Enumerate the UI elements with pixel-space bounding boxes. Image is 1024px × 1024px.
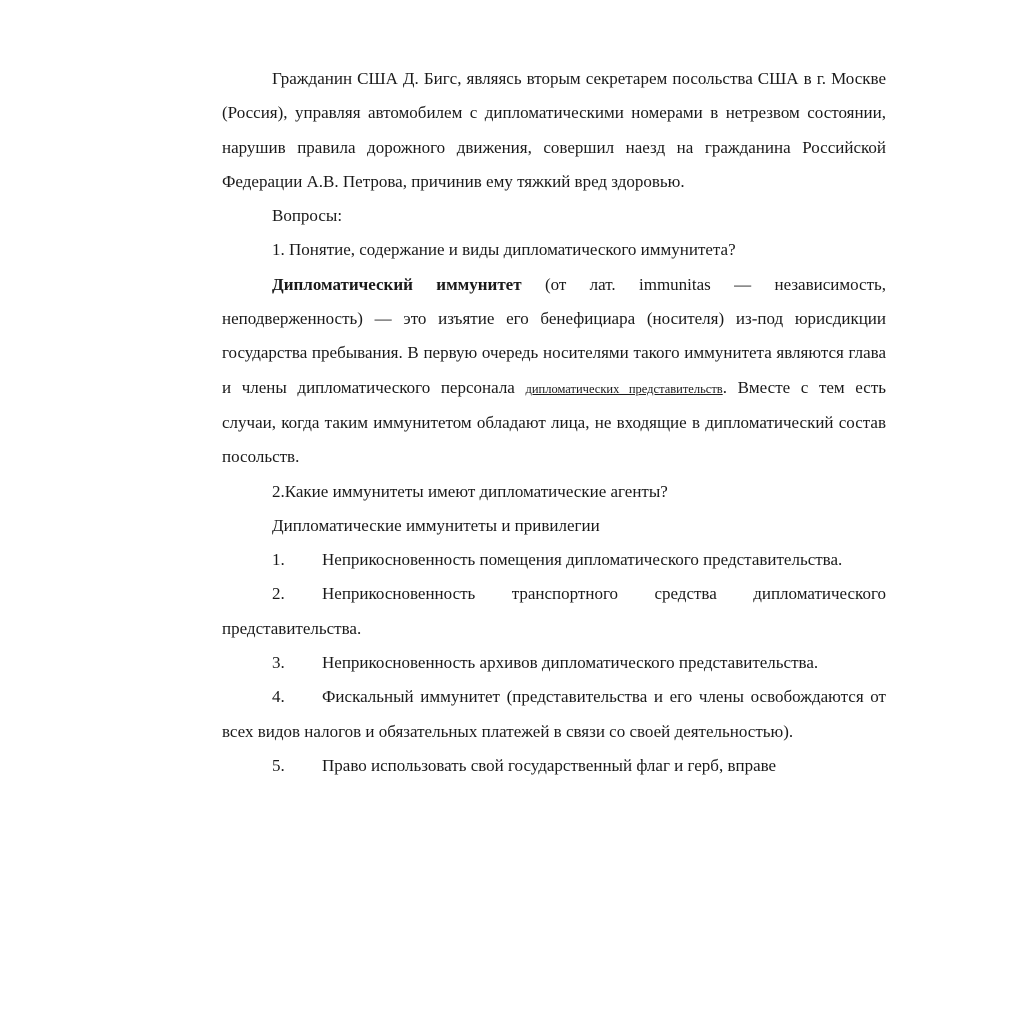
list-item-text: Неприкосновенность транспортного средства дипломатического представительства. [222,584,886,638]
question-2: 2.Какие иммунитеты имеют дипломатические агенты? [272,481,668,501]
list-item-text: Неприкосновенность помещения дипломатического представительства. [322,550,843,570]
list-item-number: 3. [272,653,285,673]
list-item [222,577,886,646]
list-item [222,680,886,749]
definition-paragraph [222,268,886,475]
case-paragraph: Гражданин США Д. Бигс, являясь вторым секретарем посольства США в г. Москве (Россия), управляя автомобилем с дипломатическими номерами в нетрезвом состоянии, нарушив правила дорожного движения, совершил наезд на гражданина Российской Федерации А.В. Петрова, причинив ему тяжкий вред здоровью. [222,69,886,191]
list-item-number: 4. [272,687,285,707]
list-item-number: 1. [272,550,285,570]
question-1: 1. Понятие, содержание и виды дипломатического иммунитета? [272,240,736,260]
list-item-text: Право использовать свой государственный флаг и герб, вправе [322,755,777,775]
document-page [222,62,886,783]
list-item-text: Неприкосновенность архивов дипломатического представительства. [322,653,819,673]
list-item [222,646,886,680]
list-item [222,543,886,577]
list-item-number: 2. [272,584,285,604]
questions-label: Вопросы: [272,206,343,226]
list-item-number: 5. [272,755,285,775]
definition-term: Дипломатический иммунитет [272,274,522,294]
definition-text-2: . Вместе с тем есть случаи, когда таким иммунитетом обладают лица, не входящие в дипломатический состав посольств. [222,377,887,467]
definition-text-1: (от лат. immunitas — независимость, неподверженность) — это изъятие его бенефициара (носителя) из-под юрисдикции государства пребывания. В первую очередь носителями такого иммунитета являются глава и члены дипломатического персонала [222,274,887,397]
diplomatic-missions-link[interactable]: дипломатических представительств [525,381,723,396]
list-item-text: Фискальный иммунитет (представительства и его члены освобождаются от всех видов налогов и обязательных платежей в связи со своей деятельностью). [222,687,886,741]
list-heading: Дипломатические иммунитеты и привилегии [272,515,600,535]
list-item [222,749,886,783]
